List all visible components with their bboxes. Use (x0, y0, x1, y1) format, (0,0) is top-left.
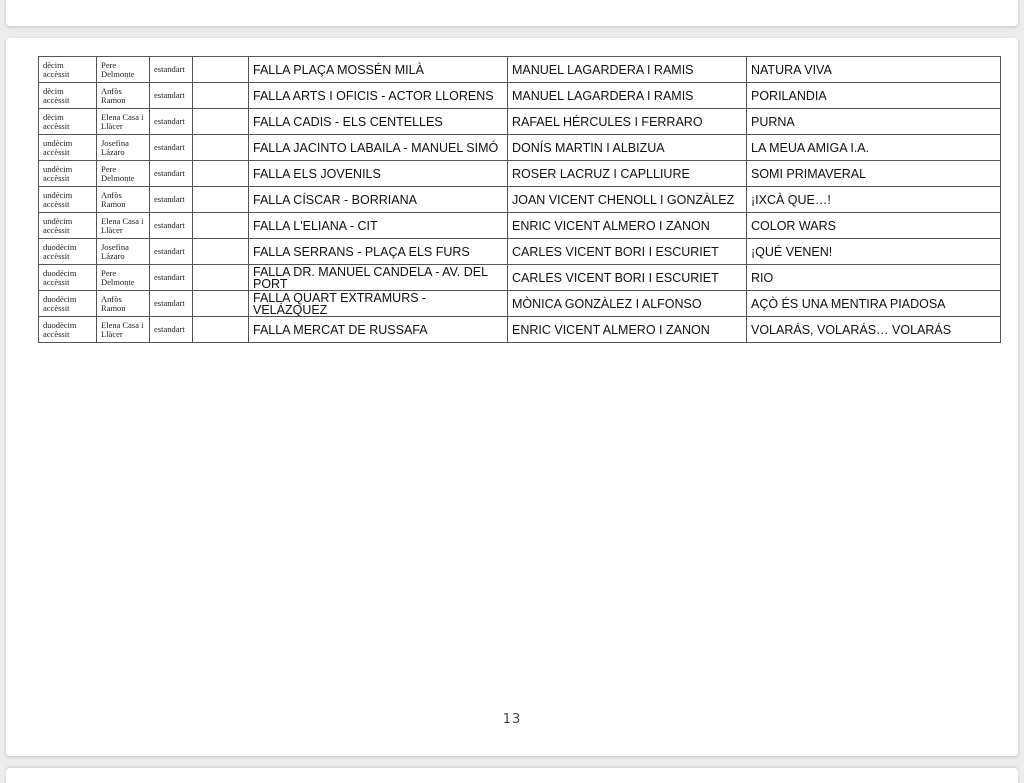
table-row (39, 161, 1001, 187)
prize-cell: dècim accèssit (39, 83, 97, 109)
artist-cell: MÒNICA GONZÀLEZ I ALFONSO (508, 291, 747, 317)
category-cell: estandart (150, 213, 193, 239)
awards-table (38, 56, 1001, 343)
document-page (6, 38, 1018, 756)
lema-cell: VOLARÁS, VOLARÁS… VOLARÁS (747, 317, 1001, 343)
category-cell: estandart (150, 317, 193, 343)
lema-cell: COLOR WARS (747, 213, 1001, 239)
category-cell: estandart (150, 265, 193, 291)
lema-cell: PORILANDIA (747, 83, 1001, 109)
category-cell: estandart (150, 187, 193, 213)
previous-page[interactable] (6, 0, 1018, 26)
category-cell: estandart (150, 83, 193, 109)
jury-cell: Anfòs Ramon (97, 291, 150, 317)
table-row (39, 57, 1001, 83)
empty-cell (193, 187, 249, 213)
category-cell: estandart (150, 135, 193, 161)
artist-cell: ROSER LACRUZ I CAPLLIURE (508, 161, 747, 187)
jury-cell: Elena Casa i Llàcer (97, 317, 150, 343)
lema-cell: NATURA VIVA (747, 57, 1001, 83)
artist-cell: CARLES VICENT BORI I ESCURIET (508, 265, 747, 291)
falla-cell: FALLA JACINTO LABAILA - MANUEL SIMÓ (249, 135, 508, 161)
empty-cell (193, 317, 249, 343)
page-number: 13 (502, 712, 522, 727)
prize-cell: duodècim accèssit (39, 317, 97, 343)
artist-cell: ENRIC VICENT ALMERO I ZANON (508, 213, 747, 239)
category-cell: estandart (150, 57, 193, 83)
category-cell: estandart (150, 109, 193, 135)
falla-cell: FALLA MERCAT DE RUSSAFA (249, 317, 508, 343)
jury-cell: Josefina Lázaro (97, 239, 150, 265)
table-row (39, 213, 1001, 239)
artist-cell: MANUEL LAGARDERA I RAMIS (508, 83, 747, 109)
prize-cell: undècim accèssit (39, 213, 97, 239)
table-row (39, 291, 1001, 317)
table-row (39, 265, 1001, 291)
falla-cell: FALLA SERRANS - PLAÇA ELS FURS (249, 239, 508, 265)
empty-cell (193, 239, 249, 265)
jury-cell: Josefina Lázaro (97, 135, 150, 161)
falla-cell: FALLA QUART EXTRAMURS - VELÁZQUEZ (249, 291, 508, 317)
table-row (39, 187, 1001, 213)
lema-cell: PURNA (747, 109, 1001, 135)
jury-cell: Pere Delmonte (97, 161, 150, 187)
jury-cell: Elena Casa i Llàcer (97, 213, 150, 239)
empty-cell (193, 57, 249, 83)
falla-cell: FALLA CADIS - ELS CENTELLES (249, 109, 508, 135)
lema-cell: ¡IXCÀ QUE…! (747, 187, 1001, 213)
prize-cell: undècim accèssit (39, 187, 97, 213)
lema-cell: ¡QUÉ VENEN! (747, 239, 1001, 265)
awards-table-body (39, 57, 1001, 343)
artist-cell: RAFAEL HÉRCULES I FERRARO (508, 109, 747, 135)
empty-cell (193, 213, 249, 239)
lema-cell: AÇÒ ÉS UNA MENTIRA PIADOSA (747, 291, 1001, 317)
falla-cell: FALLA CÍSCAR - BORRIANA (249, 187, 508, 213)
prize-cell: dècim accèssit (39, 57, 97, 83)
prize-cell: dècim accèssit (39, 109, 97, 135)
lema-cell: RIO (747, 265, 1001, 291)
falla-cell: FALLA DR. MANUEL CANDELA - AV. DEL PORT (249, 265, 508, 291)
empty-cell (193, 161, 249, 187)
falla-cell: FALLA ELS JOVENILS (249, 161, 508, 187)
lema-cell: SOMI PRIMAVERAL (747, 161, 1001, 187)
next-page[interactable] (6, 768, 1018, 783)
jury-cell: Anfòs Ramon (97, 187, 150, 213)
artist-cell: DONÍS MARTIN I ALBIZUA (508, 135, 747, 161)
falla-cell: FALLA ARTS I OFICIS - ACTOR LLORENS (249, 83, 508, 109)
prize-cell: duodècim accèssit (39, 291, 97, 317)
empty-cell (193, 83, 249, 109)
category-cell: estandart (150, 161, 193, 187)
prize-cell: duodècim accèssit (39, 265, 97, 291)
falla-cell: FALLA L'ELIANA - CIT (249, 213, 508, 239)
artist-cell: CARLES VICENT BORI I ESCURIET (508, 239, 747, 265)
table-row (39, 135, 1001, 161)
falla-cell: FALLA PLAÇA MOSSÉN MILÀ (249, 57, 508, 83)
jury-cell: Elena Casa i Llàcer (97, 109, 150, 135)
lema-cell: LA MEUA AMIGA I.A. (747, 135, 1001, 161)
table-row (39, 239, 1001, 265)
jury-cell: Anfòs Ramon (97, 83, 150, 109)
prize-cell: duodècim accèssit (39, 239, 97, 265)
category-cell: estandart (150, 239, 193, 265)
prize-cell: undècim accèssit (39, 135, 97, 161)
category-cell: estandart (150, 291, 193, 317)
empty-cell (193, 291, 249, 317)
table-row (39, 83, 1001, 109)
artist-cell: JOAN VICENT CHENOLL I GONZÀLEZ (508, 187, 747, 213)
empty-cell (193, 135, 249, 161)
empty-cell (193, 109, 249, 135)
empty-cell (193, 265, 249, 291)
artist-cell: MANUEL LAGARDERA I RAMIS (508, 57, 747, 83)
jury-cell: Pere Delmonte (97, 265, 150, 291)
table-row (39, 109, 1001, 135)
prize-cell: undècim accèssit (39, 161, 97, 187)
artist-cell: ENRIC VICENT ALMERO I ZANON (508, 317, 747, 343)
table-row (39, 317, 1001, 343)
jury-cell: Pere Delmonte (97, 57, 150, 83)
